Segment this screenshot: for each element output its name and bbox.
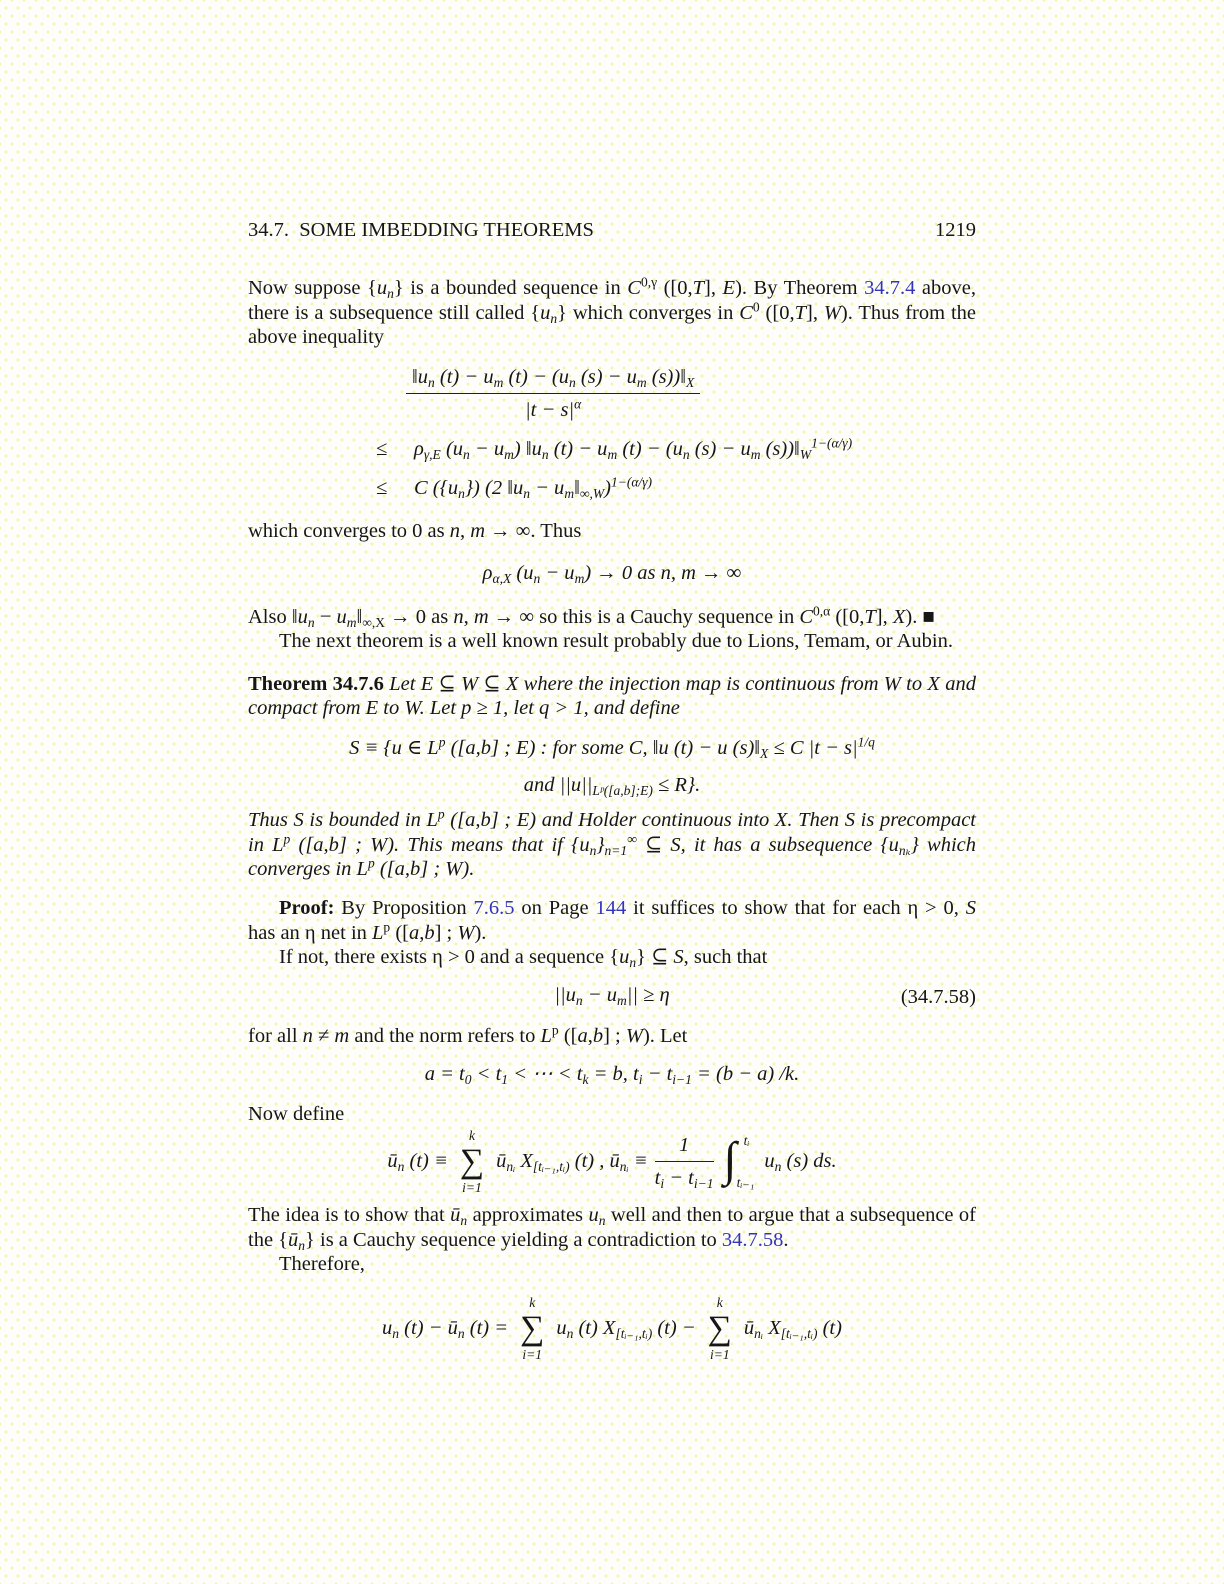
difference-quotient-fraction	[406, 364, 976, 424]
paragraph-text: on Page	[514, 897, 596, 920]
summation	[520, 1295, 544, 1362]
page-content	[248, 0, 976, 1362]
idea-paragraph	[248, 1203, 976, 1252]
equation-text: $\rho_{\gamma,E}$ $(u_n - u_m)$ $‖u_n$ $(t) - u_m$ $(t) - (u_n$ $(s) - u_m$ $(s))‖_W^{1-(\alpha/\gamma)}$	[414, 435, 853, 463]
fraction-numerator: $‖u_n$ $(t) - u_m$ $(t) - (u_n$ $(s) - u_m$ $(s))‖_X$	[406, 364, 700, 395]
final-identity-equation	[248, 1295, 976, 1362]
proposition-ref-link[interactable]: 7.6.5	[473, 897, 515, 920]
theorem-label: Theorem 34.7.6	[248, 672, 384, 695]
running-header	[248, 218, 976, 243]
sigma-symbol: ∑	[707, 1309, 732, 1347]
set-definition-line1: S ≡ {u ∈ $L^p$ ([a,b] ; E) : for some C, ‖u (t) − u $(s)‖_X \le C$ $|t - s|^{1/q}$	[349, 734, 875, 761]
fraction-denominator: $|t - s|^\alpha$	[525, 396, 582, 422]
integral	[724, 1134, 755, 1190]
rho-limit-equation: $\rho_{\alpha,X}$ $(u_n - u_m) \to 0$ as n, m → ∞	[482, 561, 742, 586]
theorem-ref-link-34-7-4[interactable]: 34.7.4	[864, 277, 916, 299]
equation-body: $||u_n - u_m|| \ge \eta$	[554, 983, 670, 1008]
for-all-paragraph: for all n ≠ m and the norm refers to $L^p$ ([a,b] ; W). Let	[248, 1023, 688, 1048]
theorem-statement: Let E ⊆ W ⊆ X where the injection map is continuous from W to X and compact from E to W. Let p ≥ 1, let q > 1, and define	[248, 672, 977, 720]
proof-label: Proof:	[279, 897, 335, 920]
equation-text: $ū_{nᵢ}$ $X_{[tᵢ_{-1},tᵢ)}$ (t)	[743, 1317, 842, 1342]
summation	[460, 1128, 484, 1195]
equation-text: $u_n$ (s) ds.	[764, 1150, 837, 1175]
equation-number-tag: (34.7.58)	[900, 985, 976, 1008]
sum-upper-limit: k	[716, 1295, 723, 1311]
sum-lower-limit: i=1	[709, 1346, 730, 1362]
summation	[708, 1295, 732, 1362]
sum-upper-limit: k	[468, 1128, 475, 1144]
paragraph-text: it suffices to show that for each η > 0, S has an η net in $L^p$ ([a,b] ; W).	[248, 897, 976, 944]
if-not-paragraph: If not, there exists η > 0 and a sequence $\{u_n\}$ ⊆ S, such that	[279, 946, 768, 971]
equation-text: $ū_{nᵢ}$ $X_{[tᵢ_{-1},tᵢ)}$ (t) , $ū_{nᵢ}$ ≡	[496, 1150, 648, 1175]
un-bar-definition-equation	[248, 1128, 976, 1195]
paragraph-text: .	[783, 1228, 789, 1251]
sigma-symbol: ∑	[459, 1142, 485, 1180]
page-ref-link[interactable]: 144	[595, 897, 627, 920]
proof-paragraph	[248, 896, 976, 945]
integral-symbol: ∫	[723, 1132, 737, 1186]
equation-text: $u_n$ $(t) - ū_n$ (t) =	[382, 1317, 509, 1342]
fraction	[655, 1132, 714, 1192]
equation-text: $ū_n$ (t) ≡	[387, 1150, 448, 1175]
fraction-denominator: $t_i - t_{i-1}$	[654, 1167, 714, 1192]
sum-upper-limit: k	[529, 1295, 536, 1311]
leq-symbol: ≤	[376, 438, 388, 461]
sigma-symbol: ∑	[520, 1309, 545, 1347]
converges-paragraph: which converges to 0 as n, m → ∞. Thus	[248, 520, 582, 543]
fraction-numerator: 1	[655, 1132, 714, 1163]
inequality-row	[376, 436, 976, 463]
page-number: 1219	[935, 219, 976, 241]
equation-ref-link[interactable]: 34.7.58	[721, 1228, 784, 1251]
also-paragraph: Also $‖u_n$ − $u_m‖_{\infty,X} \to 0$ as n, m → ∞ so this is a Cauchy sequence in $C^{0,\alpha}$ ([0,T], X). ■	[248, 603, 935, 630]
paragraph-text: above, there is a subsequence still called $\{u_n\}$ which converges in $C^0$ ([0,T], W). Thus from the above inequality	[248, 277, 977, 349]
inequality-row	[376, 475, 976, 502]
equation-text: C $(\{u_n\})$ (2 $‖u_n$ − $u_m‖_{\infty,W})^{1-(\alpha/\gamma)}$	[414, 474, 653, 501]
integral-lower-limit: tᵢ₋₁	[736, 1175, 755, 1191]
therefore-label: Therefore,	[279, 1253, 365, 1276]
partition-equation: $a = t_0 < t_1$ < ⋯ < $t_k = b$, $t_i - t_{i-1} = (b - a)$ /k.	[424, 1063, 800, 1088]
sum-lower-limit: i=1	[462, 1179, 482, 1195]
leq-symbol: ≤	[376, 476, 388, 499]
paragraph-text: The idea is to show that $ū_n$ approximates $u_n$ well and then to argue that a subsequence of the $\{ū_n\}$ is a Cauchy sequence yielding a contradiction to	[248, 1204, 977, 1253]
theorem-conclusion-paragraph: Thus S is bounded in $L^p$ ([a,b] ; E) and Holder continuous into X. Then S is precompact in $L^p$ ([a,b] ; W). This means that if $\{u_n\}_{n=1}^\infty$ ⊆ S, it has a subsequence $\{u_{n_k}\}$ which converges in $L^p$ ([a,b] ; W).	[248, 806, 976, 881]
set-definition-line2: and $||u||_{Lᵖ([a,b];E)} \le R$}.	[523, 773, 701, 798]
sum-lower-limit: i=1	[522, 1346, 542, 1362]
paragraph-text: By Proposition	[334, 897, 474, 920]
equation-34-7-58	[248, 982, 976, 1009]
section-title: 34.7. SOME IMBEDDING THEOREMS	[248, 219, 594, 241]
now-define-label: Now define	[248, 1102, 345, 1125]
intro-paragraph	[248, 276, 976, 350]
theorem-34-7-6	[248, 672, 976, 721]
integral-upper-limit: tᵢ	[743, 1132, 750, 1148]
inequality-chain-equation	[376, 364, 976, 502]
next-theorem-paragraph: The next theorem is a well known result probably due to Lions, Temam, or Aubin.	[279, 630, 953, 653]
paragraph-text: Now suppose $\{u_n\}$ is a bounded sequence in $C^{0,\gamma}$ ([0,T], E). By Theorem	[248, 274, 865, 302]
equation-text: $u_n$ (t) $X_{[tᵢ_{-1},tᵢ)}$ (t) −	[556, 1317, 696, 1342]
